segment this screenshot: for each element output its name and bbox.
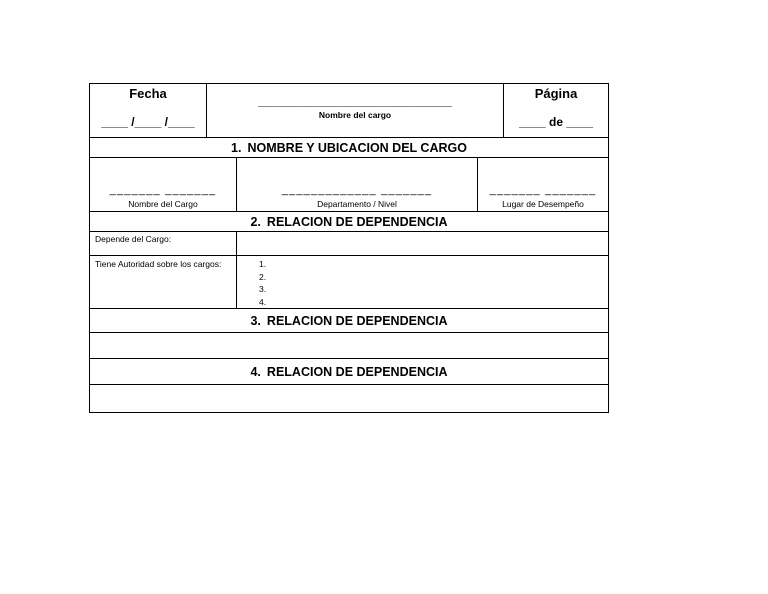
depende-row [90,232,608,256]
autoridad-list [237,256,608,308]
section-3-title: RELACION DE DEPENDENCIA [266,313,448,328]
section-1-heading [90,138,608,158]
section-4-heading [90,359,608,385]
section-4-number: 4. [250,364,261,379]
lugar-cell [478,158,608,211]
depende-label: Depende del Cargo: [90,232,237,255]
nombre-cargo-line[interactable]: _______ _______ [109,184,217,196]
cargo-caption: Nombre del cargo [318,110,392,120]
nombre-cargo-caption: Nombre del Cargo [128,199,198,209]
section-2-title: RELACION DE DEPENDENCIA [266,214,448,229]
lugar-line[interactable]: _______ _______ [489,184,597,196]
section-1-number: 1. [231,140,242,155]
section-3-field[interactable] [90,333,608,359]
section-2-heading [90,212,608,232]
cargo-line[interactable]: _____________________________ [258,94,452,108]
fecha-value[interactable]: ____ /____ /____ [101,115,195,129]
departamento-cell [237,158,478,211]
ubicacion-row [90,158,608,212]
autoridad-row [90,256,608,309]
cargo-cell [207,84,504,137]
section-2-number: 2. [250,214,261,229]
fecha-label: Fecha [129,86,167,101]
autoridad-label: Tiene Autoridad sobre los cargos: [90,256,237,308]
pagina-current[interactable]: ____ [518,115,546,129]
depende-field[interactable] [237,232,608,255]
job-description-form [89,83,609,413]
list-item[interactable]: 1. [259,259,267,269]
list-item[interactable]: 2. [259,271,267,282]
departamento-line[interactable]: _____________ _______ [281,184,433,196]
nombre-cargo-cell [90,158,237,211]
section-4-field[interactable] [90,385,608,412]
pagina-de: de [548,115,563,129]
pagina-label: Página [534,86,578,101]
lugar-caption: Lugar de Desempeño [502,199,584,209]
departamento-caption: Departamento / Nivel [317,199,397,209]
section-1-title: NOMBRE Y UBICACION DEL CARGO [247,140,467,155]
section-4-title: RELACION DE DEPENDENCIA [266,364,448,379]
header-row [90,84,608,138]
fecha-cell [90,84,207,137]
pagina-value [504,115,608,129]
pagina-cell [504,84,608,137]
section-3-heading [90,309,608,333]
list-item[interactable]: 3. [259,284,267,294]
section-3-number: 3. [250,313,261,328]
list-item[interactable]: 4. [259,296,267,307]
pagina-total[interactable]: ____ [566,115,594,129]
